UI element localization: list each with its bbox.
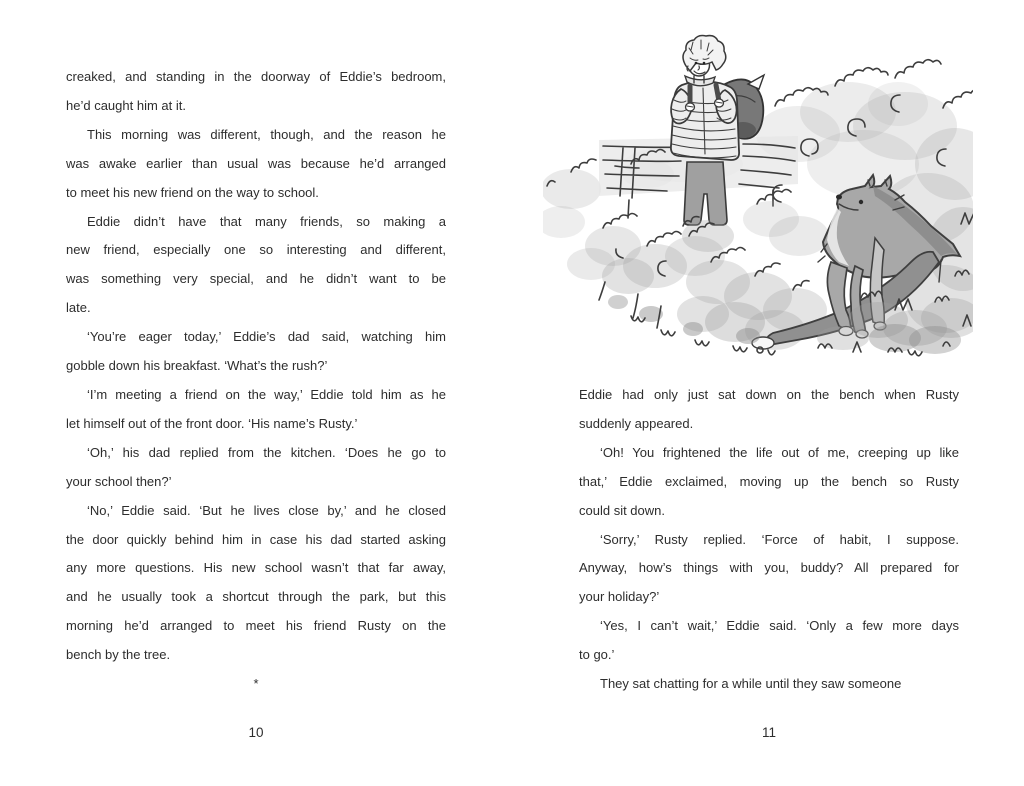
boy-figure (671, 36, 764, 226)
section-break-asterisk: * (253, 676, 259, 691)
text-line: could sit down. (579, 502, 665, 518)
text-line: was something very special, and he didn’t want to be (66, 271, 446, 287)
text-line: ‘No,’ Eddie said. ‘But he lives close by,’ and he closed (87, 502, 446, 518)
text-line: any more questions. His new school wasn’t that far away, (66, 560, 446, 576)
illustration-boy-and-dog (543, 14, 973, 359)
page-number-right: 11 (761, 725, 776, 740)
left-page-text-column (66, 63, 446, 670)
text-line: Eddie had only just sat down on the bench when Rusty (579, 387, 959, 402)
text-line: ‘Yes, I can’t wait,’ Eddie said. ‘Only a few more days (600, 618, 959, 634)
text-line: let himself out of the front door. ‘His name’s Rusty.’ (66, 415, 358, 431)
text-line: ‘Oh,’ his dad replied from the kitchen. ‘Does he go to (87, 444, 446, 460)
text-line: This morning was different, though, and the reason he (87, 126, 446, 142)
dog-eye (859, 200, 863, 204)
text-line: he’d caught him at it. (66, 97, 186, 113)
text-line: ‘You’re eager today,’ Eddie’s dad said, watching him (87, 329, 446, 345)
text-line: morning he’d arranged to meet his friend Rusty on the (66, 618, 446, 634)
text-line: late. (66, 300, 91, 316)
text-line: gobble down his breakfast. ‘What’s the rush?’ (66, 358, 328, 374)
text-line: new friend, especially one so interesting and different, (66, 242, 446, 258)
dog-nose (836, 195, 842, 200)
text-line: ‘Oh! You frightened the life out of me, creeping up like (600, 444, 959, 460)
text-line: was awake earlier than usual was because he’d arranged (66, 155, 446, 171)
text-line: bench by the tree. (66, 647, 171, 663)
right-page-text-column (579, 381, 959, 699)
text-line: to go.’ (579, 647, 615, 663)
text-line: Eddie didn’t have that many friends, so making a (87, 213, 446, 229)
text-line: your school then?’ (66, 473, 172, 489)
text-line: They sat chatting for a while until they saw someone (600, 676, 902, 692)
text-line: ‘Sorry,’ Rusty replied. ‘Force of habit, I suppose. (600, 531, 959, 547)
text-line: ‘I’m meeting a friend on the way,’ Eddie told him as he (87, 386, 446, 402)
text-line: that,’ Eddie exclaimed, moving up the bench so Rusty (579, 473, 959, 489)
page-number-left: 10 (248, 725, 264, 740)
text-line: Anyway, how’s things with you, buddy? All prepared for (579, 560, 959, 576)
text-line: to meet his new friend on the way to school. (66, 184, 319, 200)
text-line: the door quickly behind him in case his dad started asking (66, 531, 446, 547)
trousers (684, 162, 727, 225)
text-line: creaked, and standing in the doorway of Eddie’s bedroom, (66, 69, 446, 84)
text-line: and he usually took a shortcut through the park, but this (66, 589, 446, 605)
text-line: suddenly appeared. (579, 415, 694, 431)
text-line: your holiday?’ (579, 589, 660, 605)
